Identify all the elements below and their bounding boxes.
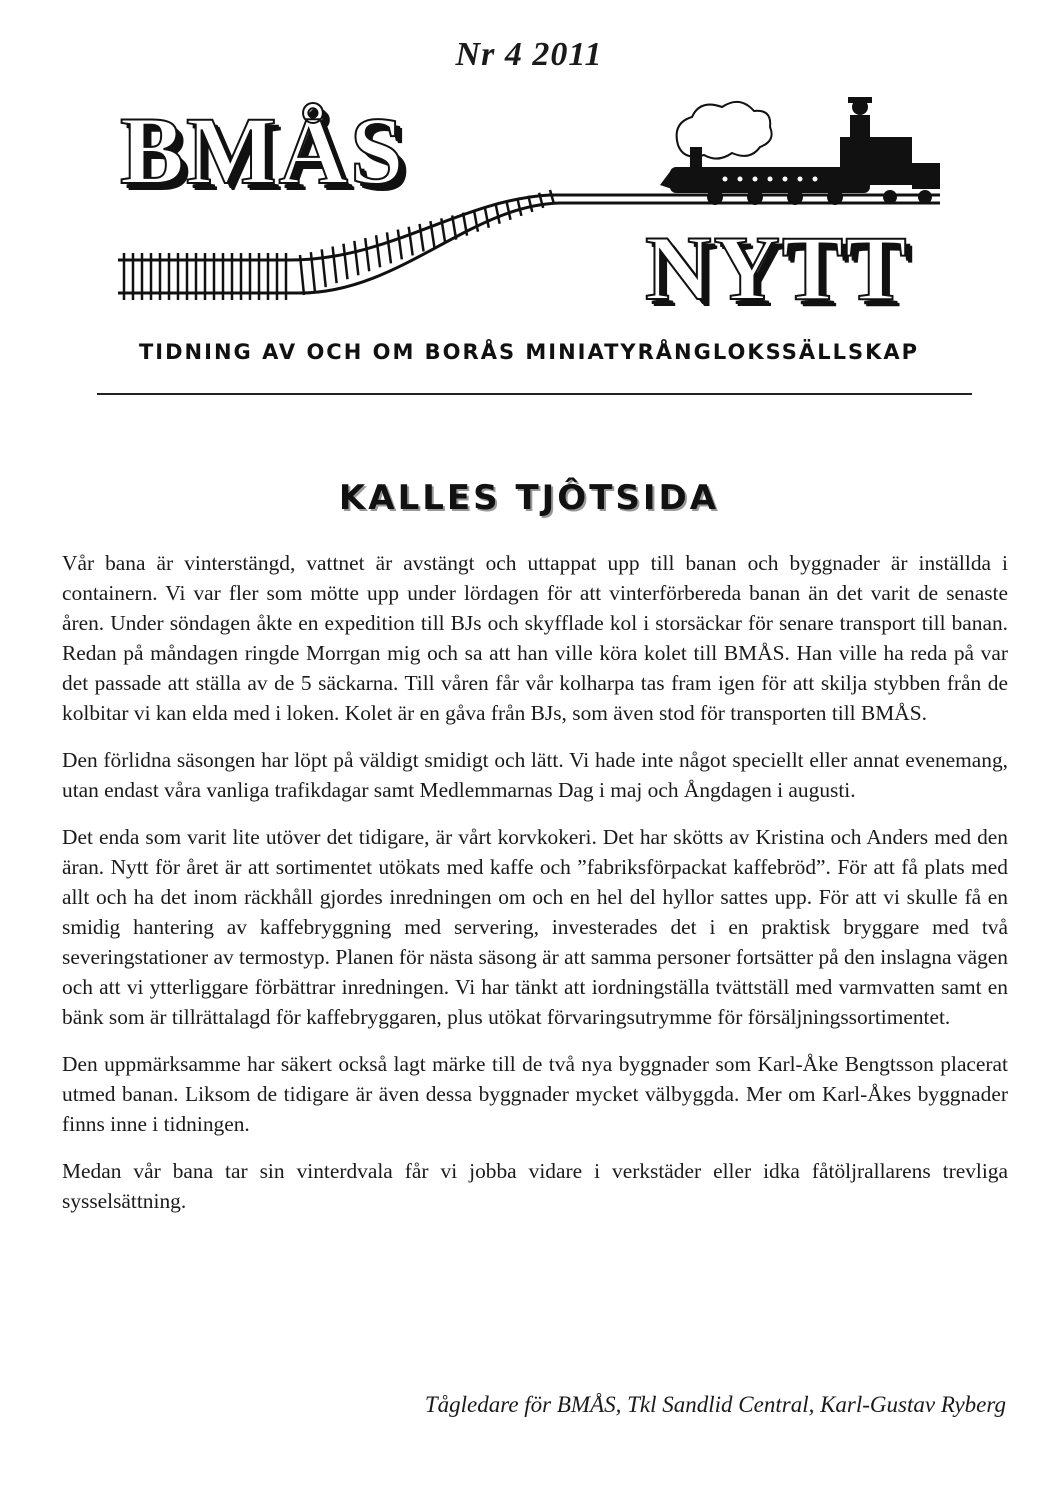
issue-number: Nr 4 2011 — [455, 36, 603, 73]
logo-nytt-text: NYTT — [645, 217, 909, 319]
article-signature: Tågledare för BMÅS, Tkl Sandlid Central, Karl-Gustav Ryberg — [424, 1392, 1006, 1417]
logo-bmas-text: BMÅS — [120, 97, 406, 204]
railway-track-illustration — [100, 85, 980, 335]
locomotive-icon — [660, 97, 940, 205]
article-paragraph: Den förlidna säsongen har löpt på väldigt smidigt och lätt. Vi hade inte något speciellt eller annat evenemang, utan endast våra vanliga trafikdagar samt Medlemmarnas Dag i maj och Ångdagen i augusti. — [62, 748, 1008, 802]
article-paragraph: Det enda som varit lite utöver det tidigare, är vårt korvkokeri. Det har skötts av Kristina och Anders med den äran. Nytt för året är att sortimentet utökats med kaffe och ”fabriksförpackat kaffebröd”. För att få plats med allt och ha det inom räckhåll gjordes inredningen om och en hel del hyllor sattes upp. För att vi skulle få en smidig hantering av kaffebryggning med servering, investerades det i en praktisk bryggare med två severingstationer av termostyp. Planen för nästa säsong är att samma personer fortsätter på den inslagna vägen och att vi ytterliggare förbättrar inredningen. Vi har tänkt att iordningställa tvättställ med varmvatten samt en bänk som är tillrättalagd för kaffebryggaren, plus utökat förvaringsutrymme för försäljningssortimentet. — [62, 825, 1008, 1029]
article-paragraph: Den uppmärksamme har säkert också lagt märke till de två nya byggnader som Karl-Åke Bengtsson placerat utmed banan. Liksom de tidigare är även dessa byggnader mycket välbyggda. Mer om Karl-Åkes byggnader finns inne i tidningen. — [62, 1052, 1008, 1136]
article-body — [62, 548, 1008, 1233]
masthead-logo — [100, 85, 980, 335]
header-divider — [97, 393, 972, 395]
masthead-tagline: TIDNING AV OCH OM BORÅS MINIATYRÅNGLOKSSÄLLSKAP — [138, 340, 919, 364]
article-heading: KALLES TJÔTSIDA — [338, 478, 720, 518]
article-paragraph: Vår bana är vinterstängd, vattnet är avstängt och uttappat upp till banan och byggnader är inställda i containern. Vi var fler som mötte upp under lördagen för att vinterförbereda banan än det varit de senaste åren. Under söndagen åkte en expedition till BJs och skyfflade kol i storsäckar för senare transport till banan. Redan på måndagen ringde Morrgan mig och sa att han ville köra kolet till BMÅS. Han ville ha reda på var det passade att ställa av de 5 säckarna. Till våren får vår kolharpa tas fram igen för att skilja stybben från de kolbitar vi kan elda med i loken. Kolet är en gåva från BJs, som även stod för transporten till BMÅS. — [62, 551, 1008, 725]
article-paragraph: Medan vår bana tar sin vinterdvala får vi jobba vidare i verkstäder eller idka fåtöljrallarens trevliga sysselsättning. — [62, 1159, 1008, 1213]
